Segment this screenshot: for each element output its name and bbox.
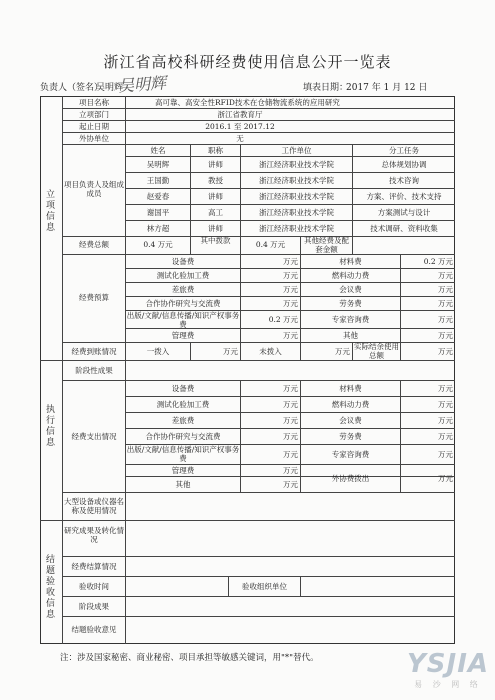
period-value: 2016.1 至 2017.12	[205, 122, 275, 131]
funds-first-unit: 万元	[223, 347, 238, 356]
balance-label: 经费结算情况	[71, 562, 117, 571]
person-name: 吴明辉	[96, 83, 124, 93]
stage-label: 阶段成果	[79, 602, 109, 611]
expense-item-label: 会议费	[339, 416, 362, 425]
date-value: 2017 年 1 月 12 日	[346, 83, 428, 93]
budget-item-value: 万元	[438, 285, 453, 294]
central-value: 0.4 万元	[255, 240, 286, 249]
expense-item-value: 万元	[438, 474, 453, 483]
budget-item-value: 万元	[283, 257, 298, 266]
expense-item-label: 管理费	[171, 466, 195, 475]
member-title: 讲师	[208, 160, 223, 169]
expense-item-value: 万元	[283, 400, 298, 409]
org-label: 验收组织单位	[242, 582, 287, 591]
budget-item-label: 燃料动力费	[331, 271, 370, 280]
budget-item-value: 万元	[438, 331, 453, 340]
funds-second-unit: 万元	[335, 347, 350, 356]
member-task: 总体规划协调	[381, 160, 427, 169]
member-title: 讲师	[208, 192, 223, 201]
budget-item-value: 万元	[438, 315, 453, 324]
footnote: 注：涉及国家秘密、商业秘密、项目承担等敏感关键词，用"*"替代。	[60, 653, 319, 663]
expense-item-value: 万元	[283, 432, 298, 441]
budget-item-label: 设备费	[171, 257, 195, 266]
expense-item-label: 材料费	[339, 384, 362, 393]
self-label: 其他经费及配套金额	[304, 236, 349, 254]
section-project: 立项信息	[45, 190, 55, 233]
document-title: 浙江省高校科研经费使用信息公开一览表	[103, 53, 392, 71]
budget-item-value: 万元	[283, 285, 298, 294]
source-value: 浙江省教育厅	[217, 110, 263, 119]
budget-item-label: 管理费	[171, 331, 195, 340]
member-name: 林方超	[146, 224, 170, 233]
budget-item-label: 合作协作研究与交流费	[145, 299, 221, 308]
period-label: 起止日期	[79, 122, 109, 131]
partner-label: 外协单位	[79, 134, 109, 143]
result-label: 研究成果及转化情况	[64, 526, 124, 544]
total-label: 经费总额	[79, 240, 109, 249]
budget-item-value: 万元	[283, 331, 298, 340]
expense-item-value: 万元	[438, 432, 453, 441]
total-value: 0.4 万元	[143, 240, 173, 249]
partner-value: 无	[236, 134, 244, 143]
budget-item-value: 万元	[283, 299, 298, 308]
member-header-task: 分工任务	[389, 146, 419, 155]
expense-item-value: 万元	[283, 466, 298, 475]
equipment-label: 大型设备或仪器名称及使用情况	[64, 497, 124, 515]
handwritten-signature: 吴明辉	[117, 73, 167, 96]
section-closing: 结题验收信息	[45, 555, 55, 620]
member-task: 方案、评价、技术支持	[366, 192, 442, 201]
section-execution: 执行信息	[45, 405, 55, 448]
member-header-name: 姓名	[150, 146, 166, 155]
member-task: 方案测试与设计	[377, 208, 431, 217]
member-name: 王国勤	[146, 176, 170, 185]
date-label: 填表日期：	[303, 83, 349, 93]
expense-item-value: 万元	[283, 384, 298, 393]
expense-item-label: 测试化验加工费	[156, 400, 210, 409]
expense-item-value: 万元	[283, 416, 298, 425]
opinion-label: 结题验收意见	[71, 625, 117, 634]
member-task: 技术调研、资料收集	[370, 224, 438, 233]
member-unit: 浙江经济职业技术学院	[259, 176, 334, 185]
expense-item-label: 设备费	[171, 384, 195, 393]
expense-item-label: 外协费拨出	[331, 474, 370, 483]
budget-item-label: 会议费	[339, 285, 362, 294]
budget-item-value: 万元	[438, 299, 453, 308]
budget-item-value: 0.2 万元	[268, 315, 298, 324]
expense-item-value: 万元	[438, 416, 453, 425]
member-title: 讲师	[208, 224, 223, 233]
budget-item-value: 万元	[283, 271, 298, 280]
budget-item-label: 材料费	[339, 257, 362, 266]
budget-item-label: 测试化验加工费	[156, 271, 210, 280]
budget-item-value: 0.2 万元	[423, 257, 453, 266]
source-label: 立项部门	[79, 110, 109, 119]
members-label: 项目负责人及组成成员	[64, 180, 124, 198]
member-name: 吴明辉	[146, 160, 170, 169]
budget-item-label: 其他	[343, 331, 358, 340]
budget-item-label: 劳务费	[339, 299, 362, 308]
expense-item-value: 万元	[283, 450, 298, 459]
member-unit: 浙江经济职业技术学院	[259, 208, 334, 217]
expense-item-label: 出版/文献/信息传播/知识产权事务费	[126, 445, 240, 463]
watermark-subtext: 易 沙 网 络	[414, 680, 482, 689]
budget-item-label: 差旅费	[171, 285, 195, 294]
expense-item-label: 合作协作研究与交流费	[145, 432, 221, 441]
funds-label: 经费到账情况	[71, 347, 117, 356]
member-name: 谢国平	[146, 208, 170, 217]
member-name: 赵爱春	[146, 192, 170, 201]
watermark-logo	[407, 649, 489, 690]
member-header-title: 职称	[208, 146, 223, 155]
budget-label: 经费预算	[79, 293, 109, 302]
expense-item-label: 燃料动力费	[331, 400, 370, 409]
budget-item-value: 万元	[438, 271, 453, 280]
project-name-value: 高可靠、高安全性RFID技术在仓储物流系统的应用研究	[155, 98, 340, 107]
progress-label: 阶段性成果	[75, 366, 113, 375]
person-label: 负责人（签名）	[40, 83, 104, 93]
member-unit: 浙江经济职业技术学院	[259, 192, 334, 201]
expense-item-label: 其他	[175, 480, 191, 489]
funds-first: 一拨入	[146, 347, 170, 356]
member-title: 高工	[208, 208, 223, 217]
member-title: 教授	[208, 176, 223, 185]
time-label: 验收时间	[79, 582, 109, 591]
budget-item-label: 出版/文献/信息传播/知识产权事务费	[126, 311, 240, 329]
member-task: 技术咨询	[389, 176, 419, 185]
project-name-label: 项目名称	[79, 98, 109, 107]
expense-item-value: 万元	[283, 480, 298, 489]
budget-item-label: 专家咨询费	[331, 315, 370, 324]
member-header-unit: 工作单位	[281, 146, 312, 155]
funds-actual: 实际结余使用总额	[354, 342, 399, 360]
member-unit: 浙江经济职业技术学院	[259, 224, 334, 233]
actual-label: 经费支出情况	[71, 432, 117, 441]
central-label: 其中拨款	[200, 236, 231, 245]
member-unit: 浙江经济职业技术学院	[259, 160, 334, 169]
watermark-text: YSJIA	[406, 649, 489, 679]
funds-actual-unit: 万元	[438, 347, 453, 356]
funds-second: 未拨入	[259, 347, 282, 356]
expense-item-label: 差旅费	[171, 416, 195, 425]
expense-item-label: 劳务费	[339, 432, 362, 441]
expense-item-value: 万元	[438, 450, 453, 459]
expense-item-value: 万元	[438, 400, 453, 409]
expense-item-label: 专家咨询费	[331, 450, 370, 459]
expense-item-value: 万元	[438, 384, 453, 393]
